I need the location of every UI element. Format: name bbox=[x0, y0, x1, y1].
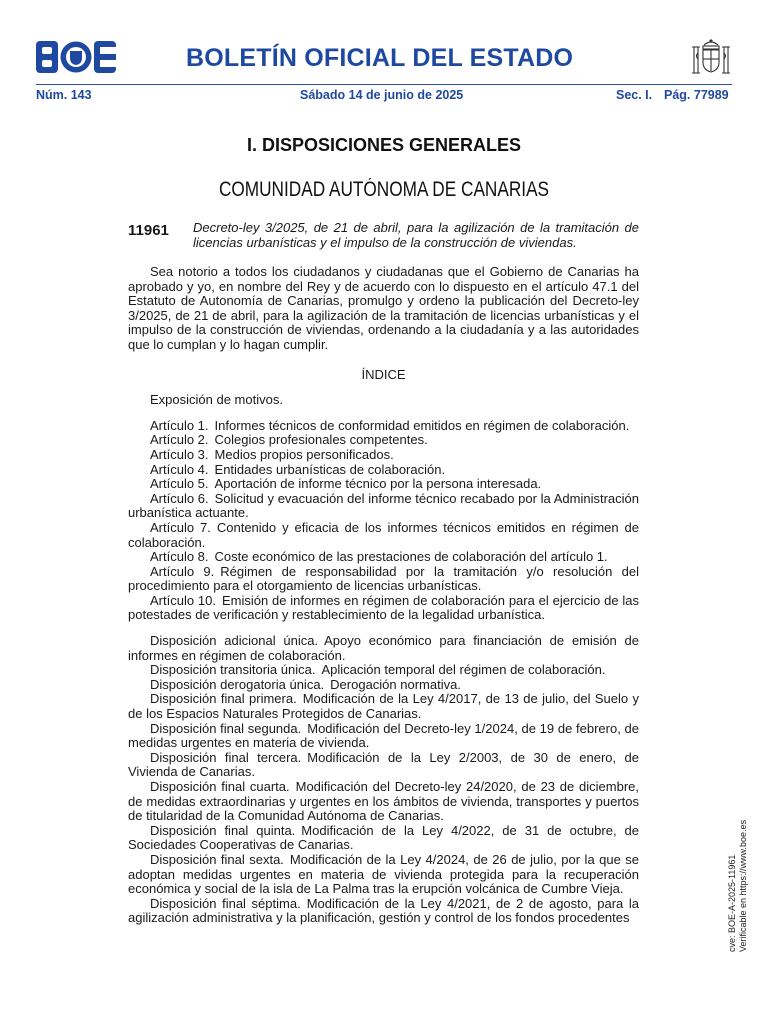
list-item: Artículo 5. Aportación de informe técnico por la persona interesada. bbox=[150, 476, 542, 492]
list-item: Artículo 10. Emisión de informes en régimen de colaboración para el ejercicio de las potestades de verificación y restablecimiento de la legalidad urbanística. bbox=[128, 592, 639, 623]
list-item: Disposición final quinta. Modificación de la Ley 4/2022, de 31 de octubre, de Sociedades Cooperativas de Canarias. bbox=[128, 822, 639, 853]
header-rule bbox=[36, 84, 732, 85]
exposition-entry: Exposición de motivos. bbox=[150, 392, 283, 408]
articles-list bbox=[128, 419, 639, 623]
intro-paragraph: Sea notorio a todos los ciudadanos y ciudadanas que el Gobierno de Canarias ha aprobado y yo, en nombre del Rey y de acuerdo con lo dispuesto en el artículo 47.1 del Estatuto de Autonomía de Canarias, promulgo y ordeno la publicación del Decreto-ley 3/2025, de 21 de abril, para la agilización de la tramitación de licencias urbanísticas y el impulso de la construcción de viviendas, ordenando a la ciudadanía y a las autoridades que lo cumplan y lo hagan cumplir. bbox=[128, 264, 639, 352]
boe-logo bbox=[36, 41, 116, 73]
verification-sidebar bbox=[727, 752, 749, 952]
section-title: I. DISPOSICIONES GENERALES bbox=[246, 135, 522, 155]
list-item: Disposición final cuarta. Modificación del Decreto-ley 24/2020, de 23 de diciembre, de medidas extraordinarias y urgentes en los ámbitos de vivienda, transportes y puertos de titularidad de la Comunidad Autónoma de Canarias. bbox=[128, 779, 639, 824]
list-item: Disposición final tercera. Modificación de la Ley 2/2003, de 30 de enero, de Vivienda de Canarias. bbox=[128, 749, 640, 780]
document-body bbox=[128, 265, 639, 926]
list-item: Artículo 8. Coste económico de las prestaciones de colaboración del artículo 1. bbox=[150, 549, 608, 565]
list-item: Disposición final segunda. Modificación del Decreto-ley 1/2024, de 19 de febrero, de medidas urgentes en materia de vivienda. bbox=[128, 720, 639, 751]
document-number: 11961 bbox=[128, 222, 169, 239]
cve-code: cve: BOE-A-2025-11961 bbox=[727, 854, 737, 952]
list-item: Artículo 9. Régimen de responsabilidad por la tramitación y/o resolución del procedimiento para el otorgamiento de licencias urbanísticas. bbox=[128, 563, 640, 594]
list-item: Artículo 7. Contenido y eficacia de los informes técnicos emitidos en régimen de colaboración. bbox=[128, 519, 640, 550]
list-item: Disposición transitoria única. Aplicación temporal del régimen de colaboración. bbox=[150, 662, 606, 678]
list-item: Artículo 6. Solicitud y evacuación del informe técnico recabado por la Administración urbanística actuante. bbox=[128, 490, 640, 521]
list-item: Artículo 3. Medios propios personificados. bbox=[150, 446, 394, 462]
issue-date: Sábado 14 de junio de 2025 bbox=[300, 88, 464, 102]
list-item: Disposición adicional única. Apoyo económico para financiación de emisión de informes en régimen de colaboración. bbox=[128, 633, 639, 663]
verification-link[interactable]: Verificable en https://www.boe.es bbox=[738, 819, 748, 952]
index-title: ÍNDICE bbox=[361, 366, 406, 382]
page-number: Pág. 77989 bbox=[664, 88, 729, 102]
document-title: Decreto-ley 3/2025, de 21 de abril, para la agilización de la tramitación de licencias urbanísticas y el impulso de la construcción de viviendas. bbox=[193, 220, 639, 251]
list-item: Disposición final sexta. Modificación de la Ley 4/2024, de 26 de julio, por la que se adoptan medidas urgentes en materia de vivienda protegida para la recuperación económica y social de la isla de La Palma tras la erupción volcánica de Cumbre Vieja. bbox=[128, 851, 639, 897]
provisions-list bbox=[128, 634, 639, 926]
gazette-title: BOLETÍN OFICIAL DEL ESTADO bbox=[186, 44, 574, 72]
list-item: Disposición derogatoria única. Derogación normativa. bbox=[150, 676, 461, 692]
organization-title: COMUNIDAD AUTÓNOMA DE CANARIAS bbox=[218, 178, 550, 201]
section-label: Sec. I. bbox=[616, 88, 653, 102]
issue-number: Núm. 143 bbox=[36, 88, 92, 102]
list-item: Artículo 1. Informes técnicos de conformidad emitidos en régimen de colaboración. bbox=[150, 417, 630, 433]
list-item: Artículo 4. Entidades urbanísticas de colaboración. bbox=[150, 461, 446, 477]
list-item: Disposición final séptima. Modificación de la Ley 4/2021, de 2 de agosto, para la agilización administrativa y la planificación, gestión y control de los fondos procedentes bbox=[128, 895, 639, 926]
list-item: Artículo 2. Colegios profesionales competentes. bbox=[150, 432, 428, 448]
list-item: Disposición final primera. Modificación de la Ley 4/2017, de 13 de julio, del Suelo y de los Espacios Naturales Protegidos de Canarias. bbox=[128, 691, 639, 722]
coat-of-arms-icon bbox=[690, 37, 732, 79]
